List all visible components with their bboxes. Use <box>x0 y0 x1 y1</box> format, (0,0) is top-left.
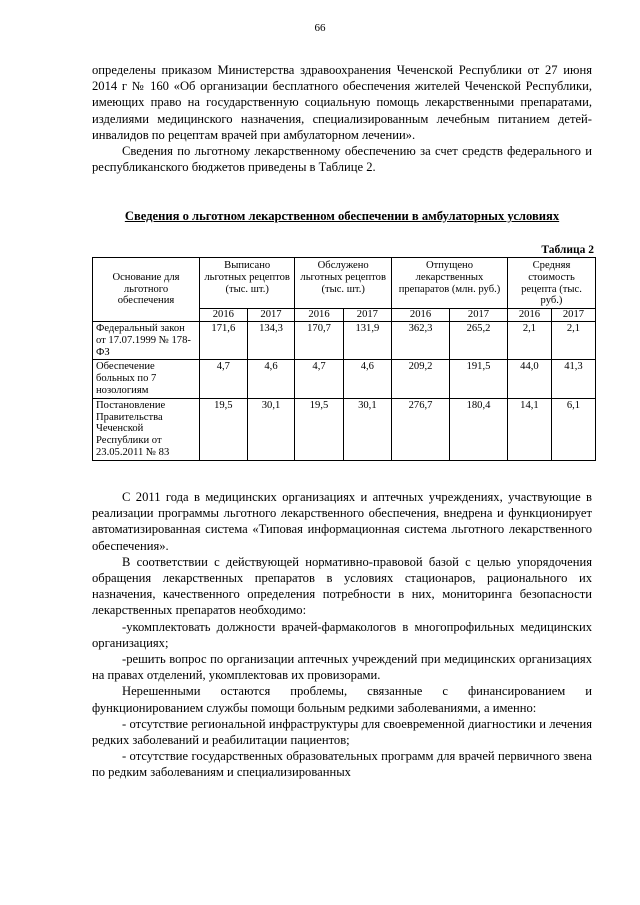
intro-paragraph: Сведения по льготному лекарственному обеспечению за счет средств федерального и республиканского бюджетов приведены в Таблице 2. <box>92 144 592 175</box>
page-number: 66 <box>314 22 326 34</box>
basis-cell: Федеральный закон от 17.07.1999 № 178-ФЗ <box>93 321 200 359</box>
value-cell: 41,3 <box>551 360 595 398</box>
value-cell: 170,7 <box>295 321 343 359</box>
body-paragraph: В соответствии с действующей нормативно-правовой базой с целью упорядочения обращения лекарственных препаратов в условиях стационаров, рационального их назначения, качественного определения потребности в них, мониторинга безопасности лекарственных препаратов необходимо: <box>92 554 592 618</box>
year-header: 2017 <box>247 309 295 322</box>
year-header: 2016 <box>507 309 551 322</box>
value-cell: 2,1 <box>551 321 595 359</box>
intro-section <box>92 62 592 175</box>
year-header: 2017 <box>450 309 508 322</box>
value-cell: 362,3 <box>392 321 450 359</box>
table-label: Таблица 2 <box>541 244 594 256</box>
value-cell: 2,1 <box>507 321 551 359</box>
year-header: 2016 <box>392 309 450 322</box>
table-header-row <box>93 258 596 309</box>
list-item: - отсутствие государственных образовательных программ для врачей первичного звена по редким заболеваниям и специализированных <box>92 749 592 780</box>
year-header: 2016 <box>295 309 343 322</box>
value-cell: 14,1 <box>507 398 551 460</box>
list-item: - отсутствие региональной инфраструктуры для своевременной диагностики и лечения редких заболеваний и реабилитации пациентов; <box>92 716 592 748</box>
table-row <box>93 398 596 460</box>
body-paragraph: Нерешенными остаются проблемы, связанные с финансированием и функционированием службы помощи больным редкими заболеваниями, а именно: <box>92 684 592 715</box>
basis-cell: Постановление Правительства Чеченской Республики от 23.05.2011 № 83 <box>93 398 200 460</box>
basis-cell: Обеспечение больных по 7 нозологиям <box>93 360 200 398</box>
value-cell: 4,7 <box>200 360 248 398</box>
value-cell: 4,7 <box>295 360 343 398</box>
value-cell: 171,6 <box>200 321 248 359</box>
value-cell: 19,5 <box>200 398 248 460</box>
benefits-table <box>92 257 596 461</box>
year-header: 2016 <box>200 309 248 322</box>
value-cell: 131,9 <box>343 321 391 359</box>
value-cell: 180,4 <box>450 398 508 460</box>
value-cell: 30,1 <box>343 398 391 460</box>
intro-paragraph: определены приказом Министерства здравоохранения Чеченской Республики от 27 июня 2014 г № 160 «Об организации бесплатного обеспечения жителей Чеченской Республики, имеющих право на государственную социальную помощь лекарственными препаратами, изделиями медицинского назначения, специализированным лечебным питанием детей-инвалидов по рецептам врачей при амбулаторном лечении». <box>92 63 592 142</box>
basis-header: Основание для льготного обеспечения <box>93 258 200 322</box>
value-cell: 209,2 <box>392 360 450 398</box>
year-header: 2017 <box>343 309 391 322</box>
list-item: -укомплектовать должности врачей-фармакологов в многопрофильных медицинских организациях; <box>92 619 592 650</box>
body-section <box>92 489 592 781</box>
table-row <box>93 321 596 359</box>
year-header: 2017 <box>551 309 595 322</box>
value-cell: 4,6 <box>247 360 295 398</box>
group-header-prescribed: Выписано льготных рецептов (тыс. шт.) <box>200 258 295 309</box>
table-title: Сведения о льготном лекарственном обеспечении в амбулаторных условиях <box>124 209 560 223</box>
table-row <box>93 360 596 398</box>
value-cell: 265,2 <box>450 321 508 359</box>
group-header-served: Обслужено льготных рецептов (тыс. шт.) <box>295 258 392 309</box>
value-cell: 6,1 <box>551 398 595 460</box>
value-cell: 134,3 <box>247 321 295 359</box>
value-cell: 191,5 <box>450 360 508 398</box>
body-paragraph: С 2011 года в медицинских организациях и аптечных учреждениях, участвующие в реализации программы льготного лекарственного обеспечения, внедрена и функционирует автоматизированная система «Типовая информационная система льготного лекарственного обеспечения». <box>92 490 592 553</box>
value-cell: 19,5 <box>295 398 343 460</box>
value-cell: 44,0 <box>507 360 551 398</box>
group-header-dispensed: Отпущено лекарственных препаратов (млн. руб.) <box>392 258 508 309</box>
value-cell: 30,1 <box>247 398 295 460</box>
value-cell: 276,7 <box>392 398 450 460</box>
value-cell: 4,6 <box>343 360 391 398</box>
group-header-avg-cost: Средняя стоимость рецепта (тыс. руб.) <box>507 258 595 309</box>
list-item: -решить вопрос по организации аптечных учреждений при медицинских организациях на правах отделений, укомплектовав их провизорами. <box>92 652 592 683</box>
